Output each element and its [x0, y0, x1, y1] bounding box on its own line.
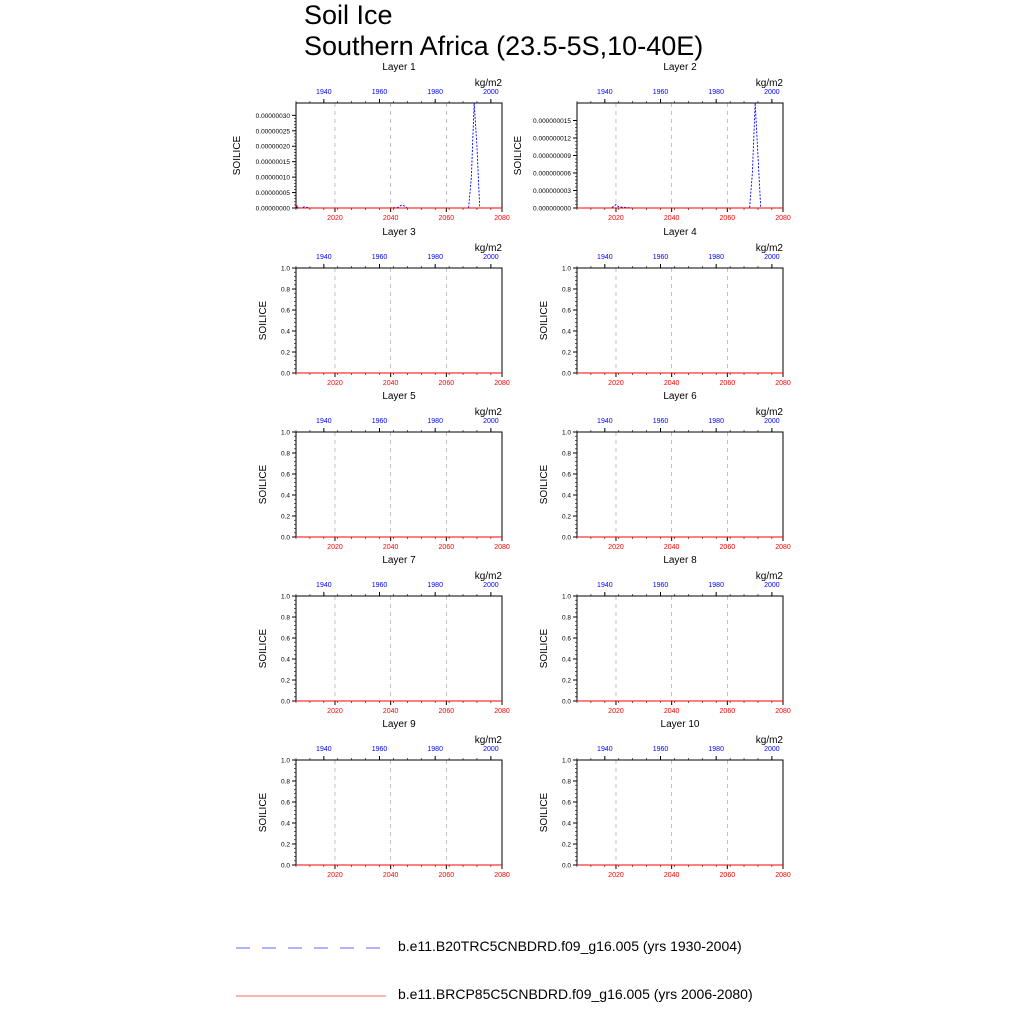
panel-8-y-tick-label-3: 0.6	[561, 635, 571, 643]
panel-4-frame	[577, 268, 783, 373]
panel-7-y-tick-label-4: 0.8	[280, 614, 290, 622]
panel-2-y-tick-label-3: 0.000000009	[533, 153, 571, 160]
legend-label-future: b.e11.BRCP85C5CNBDRD.f09_g16.005 (yrs 2006-2080)	[398, 986, 753, 1002]
panel-6-y-tick-label-0: 0.0	[561, 534, 571, 542]
panel-4-bottom-tick-label-3: 2080	[775, 380, 791, 387]
panel-8-frame	[577, 596, 783, 701]
panel-5-y-tick-label-1: 0.2	[280, 513, 290, 521]
panel-1-bottom-tick-label-3: 2080	[494, 215, 510, 222]
panel-9-y-tick-label-4: 0.8	[280, 778, 290, 786]
panel-1-y-tick-label-2: 0.00000010	[255, 174, 290, 182]
panel-7-ylabel: SOILICE	[258, 628, 269, 669]
panel-8-bottom-tick-label-1: 2040	[663, 708, 680, 715]
panel-8-top-tick-label-1: 1960	[652, 582, 669, 589]
panel-7-top-tick-label-3: 2000	[483, 582, 499, 589]
panel-1-y-tick-label-4: 0.00000020	[255, 143, 290, 151]
panel-9-units: kg/m2	[474, 735, 502, 746]
panel-1-y-tick-label-3: 0.00000015	[255, 159, 290, 167]
panel-5-bottom-tick-label-0: 2020	[327, 544, 343, 551]
panel-5-bottom-tick-label-3: 2080	[494, 544, 510, 551]
panel-6-bottom-tick-label-1: 2040	[663, 544, 680, 551]
panel-5-y-tick-label-4: 0.8	[280, 450, 290, 458]
panel-2-y-tick-label-5: 0.000000015	[533, 118, 571, 125]
panel-10-top-tick-label-3: 2000	[764, 746, 780, 753]
panel-5-top-tick-label-3: 2000	[483, 418, 499, 425]
panel-1-bottom-tick-label-0: 2020	[327, 215, 343, 222]
panel-3-top-tick-label-0: 1940	[316, 254, 332, 261]
panel-3-bottom-tick-label-3: 2080	[494, 380, 510, 387]
panel-10-bottom-tick-label-0: 2020	[608, 872, 624, 879]
panel-6-top-tick-label-0: 1940	[597, 418, 613, 425]
panel-1-bottom-tick-label-1: 2040	[382, 215, 399, 222]
panel-1-bottom-tick-label-2: 2060	[438, 215, 455, 222]
panel-8-y-tick-label-1: 0.2	[561, 677, 571, 685]
legend-row-historical	[236, 938, 742, 958]
panel-7-bottom-tick-label-2: 2060	[438, 708, 455, 715]
panel-3-frame	[296, 268, 502, 373]
panel-10-top-tick-label-1: 1960	[652, 746, 669, 753]
figure-title: Soil Ice	[304, 0, 393, 30]
panel-6-frame	[577, 432, 783, 537]
panel-10-units: kg/m2	[755, 735, 783, 746]
panel-3-y-tick-label-1: 0.2	[280, 349, 290, 357]
panel-9-bottom-tick-label-3: 2080	[494, 872, 510, 879]
panel-6-top-tick-label-2: 1980	[708, 418, 724, 425]
legend-row-future	[236, 986, 753, 1006]
panel-3-top-tick-label-2: 1980	[427, 254, 443, 261]
panel-9-top-tick-label-3: 2000	[483, 746, 499, 753]
panel-6-y-tick-label-4: 0.8	[561, 450, 571, 458]
panel-3-y-tick-label-3: 0.6	[280, 307, 290, 315]
panel-4-bottom-tick-label-1: 2040	[663, 380, 680, 387]
panel-2-bottom-tick-label-1: 2040	[663, 215, 680, 222]
panel-1-ylabel: SOILICE	[232, 135, 243, 176]
panel-9-bottom-tick-label-2: 2060	[438, 872, 455, 879]
panel-8-bottom-tick-label-3: 2080	[775, 708, 791, 715]
panel-10-bottom-tick-label-2: 2060	[719, 872, 736, 879]
panel-6-bottom-tick-label-3: 2080	[775, 544, 791, 551]
panel-2-bottom-tick-label-0: 2020	[608, 215, 624, 222]
panel-5-y-tick-label-0: 0.0	[280, 534, 290, 542]
panel-10-frame	[577, 760, 783, 865]
panel-9-bottom-tick-label-1: 2040	[382, 872, 399, 879]
panel-2-bottom-tick-label-3: 2080	[775, 215, 791, 222]
panel-5-y-tick-label-2: 0.4	[280, 492, 290, 500]
panel-5-top-tick-label-1: 1960	[371, 418, 388, 425]
panel-9-top-tick-label-1: 1960	[371, 746, 388, 753]
panel-8-y-tick-label-2: 0.4	[561, 656, 571, 664]
panel-7-top-tick-label-0: 1940	[316, 582, 332, 589]
panel-9-y-tick-label-5: 1.0	[280, 757, 290, 765]
panel-3-top-tick-label-1: 1960	[371, 254, 388, 261]
panel-7-top-tick-label-2: 1980	[427, 582, 443, 589]
panel-9-ylabel: SOILICE	[258, 792, 269, 833]
panel-5-bottom-tick-label-2: 2060	[438, 544, 455, 551]
panel-8-top-tick-label-2: 1980	[708, 582, 724, 589]
panel-7-units: kg/m2	[474, 571, 502, 582]
panel-4-top-tick-label-3: 2000	[764, 254, 780, 261]
panel-10-y-tick-label-3: 0.6	[561, 799, 571, 807]
panel-7-bottom-tick-label-1: 2040	[382, 708, 399, 715]
panel-7-y-tick-label-3: 0.6	[280, 635, 290, 643]
panel-1-y-tick-label-5: 0.00000025	[255, 128, 290, 136]
panel-1-y-tick-label-0: 0.00000000	[255, 205, 290, 213]
panel-6-bottom-tick-label-2: 2060	[719, 544, 736, 551]
panel-5-bottom-tick-label-1: 2040	[382, 544, 399, 551]
panel-1-frame	[296, 103, 502, 208]
panel-6-y-tick-label-5: 1.0	[561, 429, 571, 437]
panel-8-y-tick-label-0: 0.0	[561, 698, 571, 706]
panel-4-y-tick-label-0: 0.0	[561, 370, 571, 378]
panel-7-y-tick-label-5: 1.0	[280, 593, 290, 601]
panel-7-bottom-tick-label-3: 2080	[494, 708, 510, 715]
panel-8-top-tick-label-0: 1940	[597, 582, 613, 589]
panel-1-title: Layer 1	[382, 62, 416, 73]
panel-5-y-tick-label-5: 1.0	[280, 429, 290, 437]
panel-7-y-tick-label-0: 0.0	[280, 698, 290, 706]
panel-1-top-tick-label-2: 1980	[427, 89, 443, 96]
panel-10-y-tick-label-1: 0.2	[561, 841, 571, 849]
panel-3-units: kg/m2	[474, 243, 502, 254]
panel-8-bottom-tick-label-0: 2020	[608, 708, 624, 715]
panel-8-y-tick-label-5: 1.0	[561, 593, 571, 601]
panel-6-y-tick-label-3: 0.6	[561, 471, 571, 479]
panel-6-y-tick-label-2: 0.4	[561, 492, 571, 500]
panel-10-top-tick-label-0: 1940	[597, 746, 613, 753]
panel-10-y-tick-label-4: 0.8	[561, 778, 571, 786]
panel-8-top-tick-label-3: 2000	[764, 582, 780, 589]
panel-2-units: kg/m2	[755, 78, 783, 89]
panel-4-y-tick-label-2: 0.4	[561, 328, 571, 336]
panel-2-y-tick-label-1: 0.000000003	[533, 188, 571, 195]
legend-swatch-future	[236, 986, 396, 1006]
panel-6-bottom-tick-label-0: 2020	[608, 544, 624, 551]
panel-3-y-tick-label-0: 0.0	[280, 370, 290, 378]
panel-9-y-tick-label-2: 0.4	[280, 820, 290, 828]
legend-label-historical: b.e11.B20TRC5CNBDRD.f09_g16.005 (yrs 1930-2004)	[398, 938, 742, 954]
panel-6-top-tick-label-1: 1960	[652, 418, 669, 425]
panel-7-title: Layer 7	[382, 555, 416, 566]
panel-4-bottom-tick-label-2: 2060	[719, 380, 736, 387]
panel-10-y-tick-label-2: 0.4	[561, 820, 571, 828]
panel-8-title: Layer 8	[663, 555, 697, 566]
panel-10-ylabel: SOILICE	[539, 792, 550, 833]
panel-10-y-tick-label-0: 0.0	[561, 862, 571, 870]
panel-1-historical-series-line	[296, 103, 502, 208]
panel-3-y-tick-label-5: 1.0	[280, 265, 290, 273]
panel-3-title: Layer 3	[382, 227, 416, 238]
panel-9-title: Layer 9	[382, 719, 416, 730]
panel-4-top-tick-label-2: 1980	[708, 254, 724, 261]
panel-2-ylabel: SOILICE	[513, 135, 524, 176]
panel-10-bottom-tick-label-3: 2080	[775, 872, 791, 879]
panel-5-units: kg/m2	[474, 407, 502, 418]
panel-1-top-tick-label-3: 2000	[483, 89, 499, 96]
panel-2-historical-series-line	[577, 103, 783, 208]
panel-6-units: kg/m2	[755, 407, 783, 418]
panel-5-y-tick-label-3: 0.6	[280, 471, 290, 479]
panel-1-y-tick-label-1: 0.00000005	[255, 190, 290, 198]
panel-5-ylabel: SOILICE	[258, 464, 269, 505]
panel-1-future-series-line	[296, 204, 502, 208]
panel-5-title: Layer 5	[382, 391, 416, 402]
panel-10-y-tick-label-5: 1.0	[561, 757, 571, 765]
panel-2-top-tick-label-3: 2000	[764, 89, 780, 96]
panel-7-y-tick-label-1: 0.2	[280, 677, 290, 685]
panel-4-title: Layer 4	[663, 227, 697, 238]
panel-7-bottom-tick-label-0: 2020	[327, 708, 343, 715]
panel-2-y-tick-label-2: 0.000000006	[533, 170, 571, 178]
panel-1-y-tick-label-6: 0.00000030	[255, 112, 290, 120]
panel-8-y-tick-label-4: 0.8	[561, 614, 571, 622]
panel-1-top-tick-label-1: 1960	[371, 89, 388, 96]
panel-1-units: kg/m2	[474, 78, 502, 89]
panel-4-units: kg/m2	[755, 243, 783, 254]
panel-4-ylabel: SOILICE	[539, 300, 550, 341]
panel-8-ylabel: SOILICE	[539, 628, 550, 669]
panel-3-bottom-tick-label-0: 2020	[327, 380, 343, 387]
panel-2-top-tick-label-1: 1960	[652, 89, 669, 96]
panel-7-frame	[296, 596, 502, 701]
legend-swatch-historical	[236, 938, 396, 958]
panel-3-top-tick-label-3: 2000	[483, 254, 499, 261]
panel-8-units: kg/m2	[755, 571, 783, 582]
panel-9-y-tick-label-1: 0.2	[280, 841, 290, 849]
panel-9-top-tick-label-2: 1980	[427, 746, 443, 753]
panel-4-y-tick-label-3: 0.6	[561, 307, 571, 315]
panel-10-title: Layer 10	[660, 719, 700, 730]
panel-3-ylabel: SOILICE	[258, 300, 269, 341]
panel-5-top-tick-label-2: 1980	[427, 418, 443, 425]
panel-10-top-tick-label-2: 1980	[708, 746, 724, 753]
panel-3-bottom-tick-label-2: 2060	[438, 380, 455, 387]
panel-9-frame	[296, 760, 502, 865]
panel-4-y-tick-label-4: 0.8	[561, 286, 571, 294]
panel-6-ylabel: SOILICE	[539, 464, 550, 505]
panel-5-top-tick-label-0: 1940	[316, 418, 332, 425]
panel-2-top-tick-label-2: 1980	[708, 89, 724, 96]
panel-3-y-tick-label-4: 0.8	[280, 286, 290, 294]
panel-3-y-tick-label-2: 0.4	[280, 328, 290, 336]
panel-6-y-tick-label-1: 0.2	[561, 513, 571, 521]
panel-4-bottom-tick-label-0: 2020	[608, 380, 624, 387]
panel-9-bottom-tick-label-0: 2020	[327, 872, 343, 879]
panel-7-y-tick-label-2: 0.4	[280, 656, 290, 664]
panel-2-title: Layer 2	[663, 62, 697, 73]
panel-6-title: Layer 6	[663, 391, 697, 402]
figure-subtitle: Southern Africa (23.5-5S,10-40E)	[304, 31, 704, 61]
panel-9-y-tick-label-3: 0.6	[280, 799, 290, 807]
panel-2-y-tick-label-0: 0.000000000	[533, 205, 571, 213]
panel-5-frame	[296, 432, 502, 537]
panel-1-top-tick-label-0: 1940	[316, 89, 332, 96]
panel-4-top-tick-label-1: 1960	[652, 254, 669, 261]
panel-10-bottom-tick-label-1: 2040	[663, 872, 680, 879]
panel-7-top-tick-label-1: 1960	[371, 582, 388, 589]
panel-2-y-tick-label-4: 0.000000012	[533, 135, 571, 143]
panel-2-top-tick-label-0: 1940	[597, 89, 613, 96]
panel-9-top-tick-label-0: 1940	[316, 746, 332, 753]
panel-6-top-tick-label-3: 2000	[764, 418, 780, 425]
panel-4-top-tick-label-0: 1940	[597, 254, 613, 261]
panel-4-y-tick-label-5: 1.0	[561, 265, 571, 273]
panel-9-y-tick-label-0: 0.0	[280, 862, 290, 870]
panel-2-frame	[577, 103, 783, 208]
panel-8-bottom-tick-label-2: 2060	[719, 708, 736, 715]
panel-3-bottom-tick-label-1: 2040	[382, 380, 399, 387]
panel-2-bottom-tick-label-2: 2060	[719, 215, 736, 222]
panel-4-y-tick-label-1: 0.2	[561, 349, 571, 357]
